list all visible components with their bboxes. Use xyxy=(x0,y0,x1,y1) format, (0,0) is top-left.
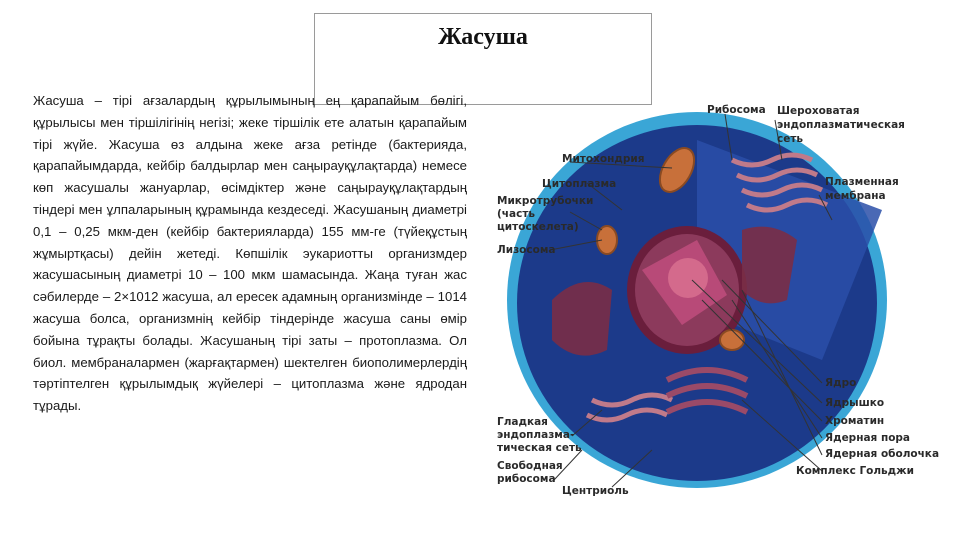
nucleolus-shape xyxy=(668,258,708,298)
body-paragraph: Жасуша – тірі ағзалардың құрылымының ең қарапайым бөлігі, құрылысы мен тіршілігінің негізі; жеке тіршілік ете алатын қарапайым тірі жүйе. Жасуша өз алдына жеке ағза ретінде (бактерияда, қарапайымдарда, кейбір балдырлар мен саңырауқұлақтарда) немесе көп жасушалы жануарлар, өсімдіктер және саңырауқұлақтардың тіндері мен ұлпаларының құрамында кездеседі. Жасушаның диаметрі 0,1 – 0,25 мкм-ден (кейбір бактерияларда) 155 мм-ге (түйеқұстың жұмыртқасы) дейін жетеді. Көпшілік эукариотты организмдер жасушасының диаметрі 10 – 100 мкм шамасында. Жаңа туған жас сәбилерде – 2×1012 жасуша, ал ересек адамның организмінде – 1014 жасуша болса, организмнің кейбір тіндерінде жасуша саны өмір бойына тұрақты болады. Жасушаның тірі заты – протоплазма. Ол биол. мембраналармен (жарғақтармен) шектелген биополимерлердің тәртіптелген құрылымдық жүйелері – цитоплазма және ядродан тұрады. xyxy=(33,93,467,414)
label-mitochondria: Митохондрия xyxy=(562,153,645,165)
cell-diagram xyxy=(492,100,940,500)
label-plasma-2: мембрана xyxy=(825,190,886,202)
label-free-2: рибосома xyxy=(497,473,556,485)
label-smooth-2: эндоплазма- xyxy=(497,429,575,441)
label-chromatin: Хроматин xyxy=(825,415,885,427)
label-envelope: Ядерная оболочка xyxy=(825,448,940,460)
label-rough-er-3: сеть xyxy=(777,133,804,145)
label-micro-1: Микротрубочки xyxy=(497,195,594,207)
label-rough-er-2: эндоплазматическая xyxy=(777,119,905,131)
label-plasma-1: Плазменная xyxy=(825,176,899,188)
label-rough-er-1: Шероховатая xyxy=(777,105,860,117)
label-micro-2: (часть xyxy=(497,208,536,220)
label-smooth-1: Гладкая xyxy=(497,416,548,428)
page-title: Жасуша xyxy=(438,24,528,50)
label-smooth-3: тическая сеть xyxy=(497,442,582,454)
label-cytoplasm: Цитоплазма xyxy=(542,178,617,190)
label-centriole: Центриоль xyxy=(562,485,629,497)
label-pore: Ядерная пора xyxy=(825,432,911,444)
label-free-1: Свободная xyxy=(497,460,563,472)
label-lysosome: Лизосома xyxy=(497,244,556,256)
label-nucleus: Ядро xyxy=(825,377,857,389)
label-nucleolus: Ядрышко xyxy=(825,397,885,409)
label-ribosome: Рибосома xyxy=(707,104,766,116)
label-micro-3: цитоскелета) xyxy=(497,221,579,233)
label-golgi: Комплекс Гольджи xyxy=(796,465,914,477)
